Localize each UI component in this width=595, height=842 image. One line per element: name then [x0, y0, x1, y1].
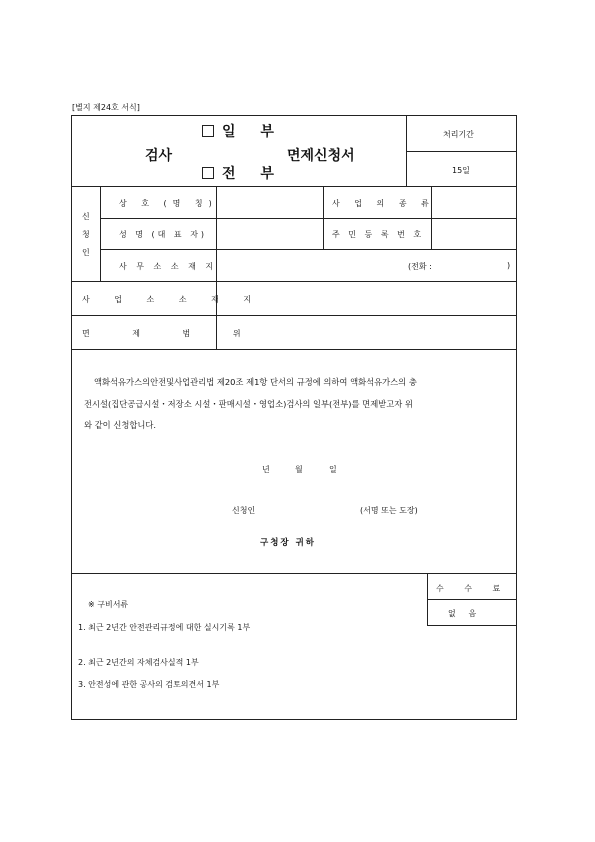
date-year: 년	[262, 465, 270, 474]
divider	[71, 315, 517, 316]
divider	[71, 349, 517, 350]
form-number: [별지 제24호 서식]	[72, 103, 140, 112]
statement-line-1: 액화석유가스의안전및사업관리법 제20조 제1항 단서의 규정에 의하여 액화석유가스의 충	[94, 377, 417, 387]
business-type-field[interactable]	[433, 188, 515, 216]
applicant-label-3: 인	[82, 248, 90, 257]
checkbox-full[interactable]	[202, 167, 214, 179]
business-location-field[interactable]	[218, 283, 515, 313]
resident-number-field[interactable]	[433, 220, 515, 247]
required-documents-heading: ※ 구비서류	[88, 600, 129, 609]
divider	[71, 573, 517, 574]
document-item: 1. 최근 2년간 안전관리규정에 대한 실시기록 1부	[78, 623, 251, 632]
fee-value: 없 음	[448, 609, 477, 618]
addressee: 구청장 귀하	[260, 538, 317, 548]
applicant-signature-label: 신청인	[232, 506, 256, 515]
divider	[427, 599, 517, 600]
date-month: 월	[295, 465, 303, 474]
applicant-label-1: 신	[82, 212, 90, 221]
divider	[100, 218, 517, 219]
divider	[406, 115, 407, 186]
statement-line-2: 전시설(집단공급시설・저장소 시설・판매시설・영업소)검사의 일부(전부)를 면제받고자 위	[84, 399, 413, 409]
statement-line-3: 와 같이 신청합니다.	[84, 420, 157, 430]
phone-label: (전화 :	[408, 262, 432, 271]
divider	[427, 625, 517, 626]
date-day: 일	[329, 465, 337, 474]
applicant-label-2: 청	[82, 230, 90, 239]
exemption-scope-field[interactable]	[218, 317, 515, 347]
signature-field[interactable]	[268, 500, 356, 518]
option-partial: 일 부	[202, 121, 284, 141]
divider	[323, 186, 324, 249]
office-address-field[interactable]	[218, 251, 398, 279]
representative-field[interactable]	[218, 220, 321, 247]
exemption-scope-label: 면 제 범 위	[82, 329, 261, 338]
divider	[71, 281, 517, 282]
divider	[427, 573, 428, 625]
trade-name-field[interactable]	[218, 188, 321, 216]
document-item: 2. 최근 2년간의 자체검사실적 1부	[78, 658, 199, 667]
option-full: 전 부	[202, 163, 284, 183]
office-address-label: 사 무 소 소 재 지	[119, 262, 217, 271]
title-right: 면제신청서	[287, 148, 355, 164]
business-type-label: 사 업 의 종 류	[332, 199, 435, 208]
divider	[71, 186, 517, 187]
phone-field[interactable]	[440, 251, 504, 279]
divider	[100, 249, 517, 250]
checkbox-partial[interactable]	[202, 125, 214, 137]
document-item: 3. 안전성에 관한 공사의 검토의견서 1부	[78, 680, 220, 689]
resident-number-label: 주 민 등 록 번 호	[332, 230, 425, 239]
sign-or-seal-note: (서명 또는 도장)	[360, 506, 418, 515]
representative-label: 성 명 (대 표 자)	[119, 230, 208, 239]
business-location-label: 사 업 소 소 재 지	[82, 295, 263, 304]
divider	[100, 186, 101, 281]
title-left: 검사	[145, 148, 173, 164]
trade-name-label: 상 호 (명 칭)	[119, 199, 218, 208]
processing-period-value: 15일	[452, 166, 470, 175]
processing-period-label: 처리기간	[443, 130, 474, 139]
phone-close: )	[507, 261, 511, 270]
divider	[431, 186, 432, 249]
divider	[406, 151, 517, 152]
fee-label: 수 수 료	[436, 584, 510, 593]
